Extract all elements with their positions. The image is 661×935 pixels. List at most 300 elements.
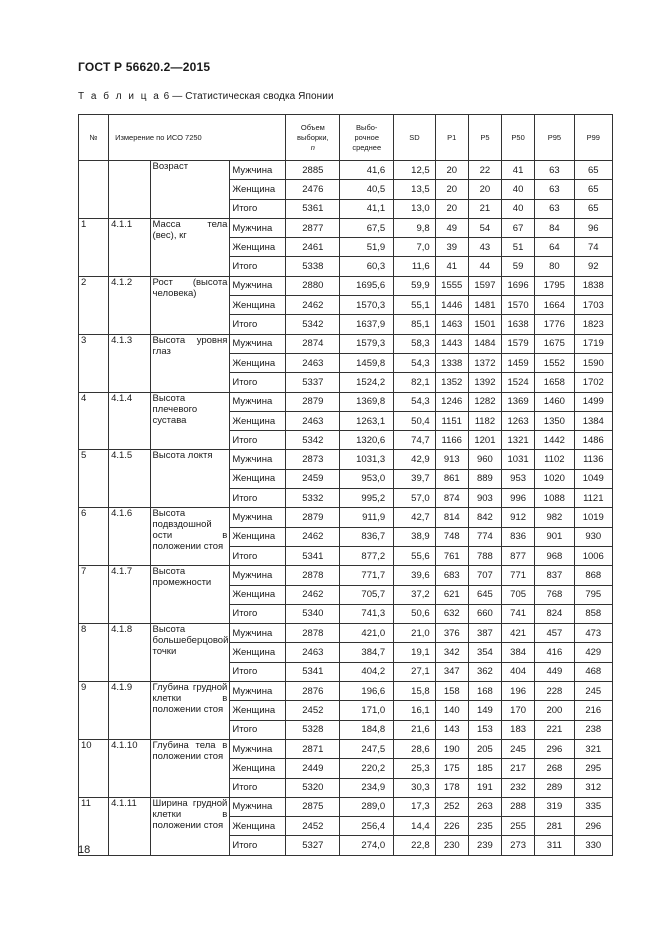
- cell-p99: 330: [574, 836, 612, 855]
- cell-sample-size: 5327: [286, 836, 340, 855]
- cell-p50: 170: [502, 701, 535, 720]
- table-row: [79, 739, 613, 758]
- cell-sd: 50,4: [394, 411, 435, 430]
- cell-sex: Итого: [230, 489, 286, 508]
- cell-p99: 1486: [574, 431, 612, 450]
- cell-p50: 40: [502, 180, 535, 199]
- cell-p50: 1263: [502, 411, 535, 430]
- cell-p1: 1166: [435, 431, 468, 450]
- cell-p50: 912: [502, 508, 535, 527]
- cell-p99: 930: [574, 527, 612, 546]
- cell-p95: 837: [535, 566, 574, 585]
- cell-p95: 63: [535, 180, 574, 199]
- cell-p1: 190: [435, 739, 468, 758]
- cell-mean: 1695,6: [340, 276, 394, 295]
- cell-p5: 54: [468, 218, 501, 237]
- cell-sex: Итого: [230, 199, 286, 218]
- cell-p1: 49: [435, 218, 468, 237]
- cell-mean: 196,6: [340, 682, 394, 701]
- cell-p50: 1321: [502, 431, 535, 450]
- cell-p95: 200: [535, 701, 574, 720]
- document-header: ГОСТ Р 56620.2—2015: [78, 60, 211, 74]
- cell-p95: 1664: [535, 296, 574, 315]
- cell-num: 3: [79, 334, 109, 392]
- cell-sex: Мужчина: [230, 508, 286, 527]
- cell-p95: 824: [535, 604, 574, 623]
- cell-p1: 861: [435, 469, 468, 488]
- cell-p50: 741: [502, 604, 535, 623]
- cell-p5: 20: [468, 180, 501, 199]
- cell-num: 8: [79, 624, 109, 682]
- cell-p50: 232: [502, 778, 535, 797]
- cell-iso-code: 4.1.10: [109, 739, 150, 797]
- cell-num: 10: [79, 739, 109, 797]
- cell-p95: 1658: [535, 373, 574, 392]
- cell-mean: 1263,1: [340, 411, 394, 430]
- cell-p1: 175: [435, 759, 468, 778]
- cell-sex: Женщина: [230, 353, 286, 372]
- cell-p99: 312: [574, 778, 612, 797]
- cell-sex: Женщина: [230, 585, 286, 604]
- header-mean: [340, 115, 394, 161]
- cell-p5: 1481: [468, 296, 501, 315]
- cell-p50: 877: [502, 546, 535, 565]
- cell-p5: 239: [468, 836, 501, 855]
- cell-p99: 296: [574, 817, 612, 836]
- cell-p99: 1136: [574, 450, 612, 469]
- cell-sex: Итого: [230, 315, 286, 334]
- cell-p95: 268: [535, 759, 574, 778]
- cell-sd: 7,0: [394, 238, 435, 257]
- cell-mean: 60,3: [340, 257, 394, 276]
- cell-p99: 1499: [574, 392, 612, 411]
- cell-p99: 1719: [574, 334, 612, 353]
- cell-sex: Женщина: [230, 411, 286, 430]
- cell-iso-code: 4.1.7: [109, 566, 150, 624]
- cell-p99: 795: [574, 585, 612, 604]
- cell-p95: 289: [535, 778, 574, 797]
- cell-mean: 1524,2: [340, 373, 394, 392]
- cell-sd: 42,9: [394, 450, 435, 469]
- cell-p1: 342: [435, 643, 468, 662]
- cell-p99: 92: [574, 257, 612, 276]
- cell-mean: 911,9: [340, 508, 394, 527]
- cell-mean: 1570,3: [340, 296, 394, 315]
- cell-p50: 245: [502, 739, 535, 758]
- cell-p50: 1459: [502, 353, 535, 372]
- table-row: [79, 682, 613, 701]
- cell-sex: Мужчина: [230, 682, 286, 701]
- cell-sex: Мужчина: [230, 218, 286, 237]
- cell-p95: 1102: [535, 450, 574, 469]
- cell-p5: 788: [468, 546, 501, 565]
- table-row: [79, 276, 613, 295]
- cell-sd: 59,9: [394, 276, 435, 295]
- cell-sample-size: 5320: [286, 778, 340, 797]
- cell-p99: 1019: [574, 508, 612, 527]
- cell-p1: 20: [435, 199, 468, 218]
- cell-p50: 1638: [502, 315, 535, 334]
- table-row: [79, 450, 613, 469]
- cell-sample-size: 2449: [286, 759, 340, 778]
- cell-p5: 149: [468, 701, 501, 720]
- cell-sd: 14,4: [394, 817, 435, 836]
- cell-sex: Женщина: [230, 643, 286, 662]
- cell-p5: 903: [468, 489, 501, 508]
- cell-mean: 1031,3: [340, 450, 394, 469]
- cell-mean: 274,0: [340, 836, 394, 855]
- cell-iso-code: 4.1.8: [109, 624, 150, 682]
- cell-p50: 1579: [502, 334, 535, 353]
- cell-p99: 245: [574, 682, 612, 701]
- cell-p99: 1384: [574, 411, 612, 430]
- cell-p50: 836: [502, 527, 535, 546]
- table-row: [79, 334, 613, 353]
- cell-sample-size: 5340: [286, 604, 340, 623]
- cell-p99: 65: [574, 180, 612, 199]
- cell-p1: 1338: [435, 353, 468, 372]
- cell-sample-size: 2874: [286, 334, 340, 353]
- cell-mean: 953,0: [340, 469, 394, 488]
- cell-p95: 296: [535, 739, 574, 758]
- cell-p95: 982: [535, 508, 574, 527]
- cell-p95: 228: [535, 682, 574, 701]
- cell-mean: 384,7: [340, 643, 394, 662]
- cell-sample-size: 2885: [286, 161, 340, 180]
- cell-p50: 705: [502, 585, 535, 604]
- cell-sd: 55,1: [394, 296, 435, 315]
- cell-p99: 96: [574, 218, 612, 237]
- cell-mean: 771,7: [340, 566, 394, 585]
- cell-p5: 645: [468, 585, 501, 604]
- cell-p5: 1372: [468, 353, 501, 372]
- cell-p99: 238: [574, 720, 612, 739]
- cell-p1: 913: [435, 450, 468, 469]
- cell-p5: 362: [468, 662, 501, 681]
- header-p5: P5: [468, 115, 501, 161]
- cell-mean: 184,8: [340, 720, 394, 739]
- cell-p5: 1597: [468, 276, 501, 295]
- cell-measurement: Высота уровня глаз: [150, 334, 230, 392]
- cell-sd: 39,7: [394, 469, 435, 488]
- cell-sex: Мужчина: [230, 797, 286, 816]
- cell-iso-code: [109, 161, 150, 219]
- cell-p50: 421: [502, 624, 535, 643]
- table-body: [79, 161, 613, 856]
- cell-sample-size: 2452: [286, 817, 340, 836]
- cell-iso-code: 4.1.11: [109, 797, 150, 855]
- cell-sd: 22,8: [394, 836, 435, 855]
- statistics-table: [78, 114, 613, 856]
- cell-p50: 996: [502, 489, 535, 508]
- cell-p95: 449: [535, 662, 574, 681]
- cell-mean: 1459,8: [340, 353, 394, 372]
- cell-num: 6: [79, 508, 109, 566]
- cell-sample-size: 5328: [286, 720, 340, 739]
- cell-iso-code: 4.1.3: [109, 334, 150, 392]
- cell-sample-size: 2459: [286, 469, 340, 488]
- cell-sd: 16,1: [394, 701, 435, 720]
- cell-sex: Мужчина: [230, 566, 286, 585]
- table-header: [79, 115, 613, 161]
- cell-sample-size: 5338: [286, 257, 340, 276]
- cell-sample-size: 2875: [286, 797, 340, 816]
- cell-sex: Мужчина: [230, 334, 286, 353]
- cell-p1: 1151: [435, 411, 468, 430]
- cell-p95: 1552: [535, 353, 574, 372]
- cell-p5: 774: [468, 527, 501, 546]
- cell-sample-size: 2880: [286, 276, 340, 295]
- cell-sex: Женщина: [230, 527, 286, 546]
- cell-iso-code: 4.1.9: [109, 682, 150, 740]
- cell-p5: 960: [468, 450, 501, 469]
- page-number: 18: [78, 844, 91, 856]
- cell-sample-size: 2463: [286, 643, 340, 662]
- cell-measurement: Возраст: [150, 161, 230, 219]
- cell-p1: 632: [435, 604, 468, 623]
- cell-p1: 143: [435, 720, 468, 739]
- cell-p1: 39: [435, 238, 468, 257]
- cell-mean: 41,6: [340, 161, 394, 180]
- cell-p99: 1702: [574, 373, 612, 392]
- cell-sex: Женщина: [230, 238, 286, 257]
- cell-measurement: Ширина грудной клетки в положении стоя: [150, 797, 230, 855]
- cell-sex: Итого: [230, 720, 286, 739]
- cell-sd: 17,3: [394, 797, 435, 816]
- cell-mean: 171,0: [340, 701, 394, 720]
- cell-p1: 1246: [435, 392, 468, 411]
- table-row: [79, 392, 613, 411]
- cell-p99: 858: [574, 604, 612, 623]
- cell-sample-size: 2879: [286, 508, 340, 527]
- table-caption-text: 6 — Статистическая сводка Японии: [163, 91, 334, 102]
- cell-p1: 1352: [435, 373, 468, 392]
- cell-mean: 1637,9: [340, 315, 394, 334]
- cell-sd: 55,6: [394, 546, 435, 565]
- cell-sd: 85,1: [394, 315, 435, 334]
- cell-p1: 376: [435, 624, 468, 643]
- cell-sex: Мужчина: [230, 276, 286, 295]
- header-sample-size-line1: Объем: [300, 122, 325, 132]
- cell-p95: 281: [535, 817, 574, 836]
- cell-p1: 761: [435, 546, 468, 565]
- cell-iso-code: 4.1.4: [109, 392, 150, 450]
- cell-mean: 421,0: [340, 624, 394, 643]
- cell-p50: 40: [502, 199, 535, 218]
- cell-sex: Мужчина: [230, 624, 286, 643]
- cell-measurement: Рост (высота человека): [150, 276, 230, 334]
- cell-p95: 457: [535, 624, 574, 643]
- cell-measurement: Масса тела (вес), кг: [150, 218, 230, 276]
- cell-p5: 1182: [468, 411, 501, 430]
- cell-p1: 683: [435, 566, 468, 585]
- cell-sample-size: 5342: [286, 431, 340, 450]
- cell-sd: 25,3: [394, 759, 435, 778]
- cell-p5: 1201: [468, 431, 501, 450]
- cell-sample-size: 2873: [286, 450, 340, 469]
- cell-measurement: Высота промежности: [150, 566, 230, 624]
- cell-mean: 289,0: [340, 797, 394, 816]
- cell-sex: Итого: [230, 604, 286, 623]
- cell-p95: 1088: [535, 489, 574, 508]
- cell-p95: 416: [535, 643, 574, 662]
- cell-p95: 1460: [535, 392, 574, 411]
- cell-measurement: Глубина грудной клетки в положении стоя: [150, 682, 230, 740]
- cell-p1: 874: [435, 489, 468, 508]
- table-row: [79, 161, 613, 180]
- cell-mean: 1369,8: [340, 392, 394, 411]
- cell-p1: 252: [435, 797, 468, 816]
- cell-p50: 255: [502, 817, 535, 836]
- header-mean-line2: рочное: [354, 132, 380, 142]
- cell-num: 2: [79, 276, 109, 334]
- cell-mean: 877,2: [340, 546, 394, 565]
- cell-sex: Итого: [230, 431, 286, 450]
- cell-sample-size: 2462: [286, 296, 340, 315]
- cell-sample-size: 5361: [286, 199, 340, 218]
- cell-sample-size: 2461: [286, 238, 340, 257]
- cell-sd: 42,7: [394, 508, 435, 527]
- cell-mean: 995,2: [340, 489, 394, 508]
- cell-p5: 660: [468, 604, 501, 623]
- cell-p50: 1696: [502, 276, 535, 295]
- cell-p50: 1369: [502, 392, 535, 411]
- header-sd: SD: [394, 115, 435, 161]
- cell-p95: 768: [535, 585, 574, 604]
- cell-num: 9: [79, 682, 109, 740]
- cell-p99: 429: [574, 643, 612, 662]
- cell-sd: 57,0: [394, 489, 435, 508]
- cell-iso-code: 4.1.5: [109, 450, 150, 508]
- cell-p95: 84: [535, 218, 574, 237]
- cell-p1: 1463: [435, 315, 468, 334]
- cell-p1: 226: [435, 817, 468, 836]
- cell-measurement: Глубина тела в положении стоя: [150, 739, 230, 797]
- cell-mean: 836,7: [340, 527, 394, 546]
- cell-p95: 1795: [535, 276, 574, 295]
- cell-sample-size: 2463: [286, 411, 340, 430]
- cell-p50: 217: [502, 759, 535, 778]
- cell-p5: 842: [468, 508, 501, 527]
- cell-sex: Итого: [230, 778, 286, 797]
- cell-num: 5: [79, 450, 109, 508]
- cell-sample-size: 5341: [286, 662, 340, 681]
- cell-p1: 1446: [435, 296, 468, 315]
- cell-p99: 321: [574, 739, 612, 758]
- header-sample-size-line2: выборки,: [297, 132, 329, 142]
- cell-sd: 11,6: [394, 257, 435, 276]
- cell-p5: 889: [468, 469, 501, 488]
- cell-sex: Женщина: [230, 296, 286, 315]
- cell-measurement: Высота подвздошной ости в положении стоя: [150, 508, 230, 566]
- header-mean-line3: среднее: [352, 142, 382, 152]
- cell-sex: Итого: [230, 662, 286, 681]
- cell-p95: 311: [535, 836, 574, 855]
- table-row: [79, 624, 613, 643]
- cell-mean: 404,2: [340, 662, 394, 681]
- cell-num: 4: [79, 392, 109, 450]
- cell-p5: 707: [468, 566, 501, 585]
- cell-p99: 1823: [574, 315, 612, 334]
- cell-sex: Женщина: [230, 701, 286, 720]
- cell-sex: Итого: [230, 836, 286, 855]
- cell-sample-size: 2876: [286, 682, 340, 701]
- cell-mean: 51,9: [340, 238, 394, 257]
- cell-sex: Мужчина: [230, 161, 286, 180]
- cell-sample-size: 2476: [286, 180, 340, 199]
- cell-mean: 220,2: [340, 759, 394, 778]
- cell-p99: 65: [574, 199, 612, 218]
- cell-sd: 19,1: [394, 643, 435, 662]
- cell-sd: 15,8: [394, 682, 435, 701]
- cell-p1: 621: [435, 585, 468, 604]
- cell-sd: 13,0: [394, 199, 435, 218]
- cell-sample-size: 2877: [286, 218, 340, 237]
- cell-sample-size: 2878: [286, 624, 340, 643]
- header-measure: Измерение по ИСО 7250: [109, 115, 286, 161]
- cell-sd: 28,6: [394, 739, 435, 758]
- cell-p99: 473: [574, 624, 612, 643]
- cell-mean: 705,7: [340, 585, 394, 604]
- cell-p95: 221: [535, 720, 574, 739]
- cell-p1: 20: [435, 161, 468, 180]
- cell-p99: 1006: [574, 546, 612, 565]
- cell-mean: 41,1: [340, 199, 394, 218]
- cell-p5: 153: [468, 720, 501, 739]
- cell-p99: 1049: [574, 469, 612, 488]
- cell-sample-size: 2452: [286, 701, 340, 720]
- header-p1: P1: [435, 115, 468, 161]
- cell-mean: 234,9: [340, 778, 394, 797]
- cell-p95: 64: [535, 238, 574, 257]
- cell-p5: 21: [468, 199, 501, 218]
- cell-p50: 1031: [502, 450, 535, 469]
- header-num: №: [79, 115, 109, 161]
- header-p99: P99: [574, 115, 612, 161]
- cell-p1: 178: [435, 778, 468, 797]
- cell-p50: 384: [502, 643, 535, 662]
- header-row: [79, 115, 613, 161]
- cell-p5: 191: [468, 778, 501, 797]
- cell-p5: 205: [468, 739, 501, 758]
- cell-measurement: Высота плечевого сустава: [150, 392, 230, 450]
- cell-p50: 273: [502, 836, 535, 855]
- table-row: [79, 508, 613, 527]
- cell-mean: 247,5: [340, 739, 394, 758]
- cell-sd: 39,6: [394, 566, 435, 585]
- cell-num: 1: [79, 218, 109, 276]
- cell-num: 7: [79, 566, 109, 624]
- cell-sex: Мужчина: [230, 450, 286, 469]
- cell-sd: 21,6: [394, 720, 435, 739]
- cell-sd: 58,3: [394, 334, 435, 353]
- cell-sd: 27,1: [394, 662, 435, 681]
- cell-sd: 54,3: [394, 353, 435, 372]
- cell-p99: 65: [574, 161, 612, 180]
- cell-p5: 1392: [468, 373, 501, 392]
- cell-iso-code: 4.1.2: [109, 276, 150, 334]
- cell-sex: Женщина: [230, 469, 286, 488]
- cell-p95: 1442: [535, 431, 574, 450]
- cell-mean: 67,5: [340, 218, 394, 237]
- cell-sex: Мужчина: [230, 392, 286, 411]
- cell-sample-size: 5342: [286, 315, 340, 334]
- cell-p5: 168: [468, 682, 501, 701]
- cell-mean: 1320,6: [340, 431, 394, 450]
- cell-sd: 30,3: [394, 778, 435, 797]
- cell-p50: 196: [502, 682, 535, 701]
- cell-sample-size: 2462: [286, 585, 340, 604]
